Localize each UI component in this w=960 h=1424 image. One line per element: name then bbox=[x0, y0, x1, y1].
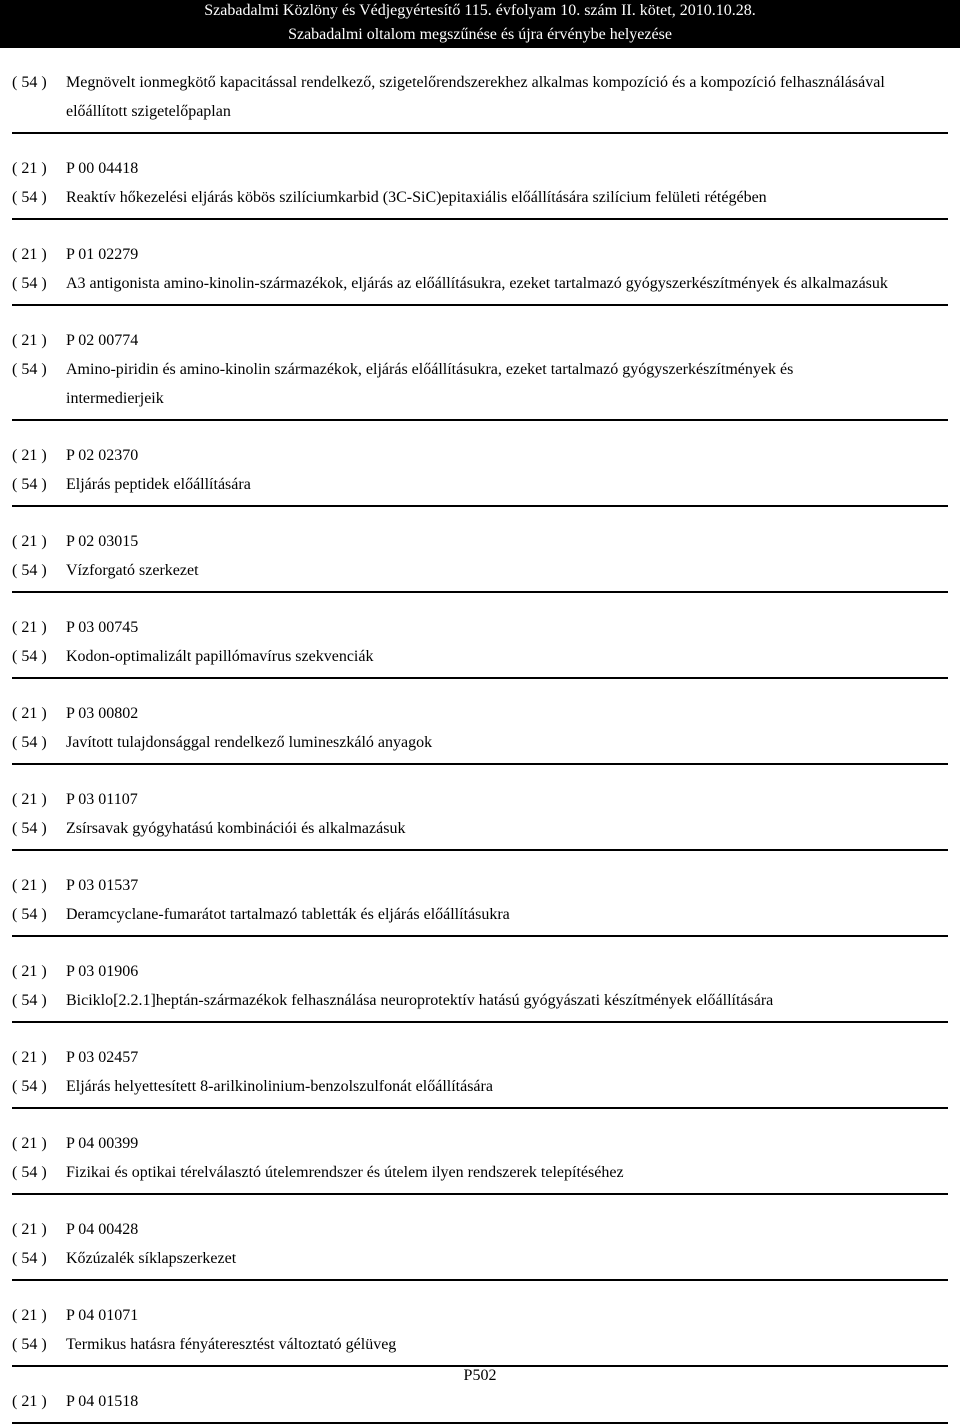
inid-code: ( 54 ) bbox=[12, 734, 47, 751]
invention-title: Deramcyclane-fumarátot tartalmazó tabletták és eljárás előállításukra bbox=[66, 906, 510, 923]
inid-code: ( 21 ) bbox=[12, 332, 47, 349]
entry-row bbox=[12, 1387, 948, 1416]
application-number: P 04 00428 bbox=[66, 1221, 139, 1238]
invention-title: Eljárás peptidek előállítására bbox=[66, 476, 251, 493]
page-number: P502 bbox=[463, 1367, 497, 1384]
entry-row bbox=[12, 900, 948, 929]
patent-entry bbox=[12, 765, 948, 851]
journal-title: Szabadalmi Közlöny és Védjegyértesítő 115. évfolyam 10. szám II. kötet, 2010.10.28. bbox=[204, 2, 756, 19]
invention-title: Amino-piridin és amino-kinolin származékok, eljárás előállításukra, ezeket tartalmazó gyógyszerkészítmények és intermedierjeik bbox=[66, 361, 794, 407]
entry-row bbox=[12, 527, 948, 556]
inid-code: ( 54 ) bbox=[12, 1078, 47, 1095]
entry-row bbox=[12, 269, 948, 298]
inid-code: ( 21 ) bbox=[12, 1135, 47, 1152]
invention-title: A3 antigonista amino-kinolin-származékok, eljárás az előállításukra, ezeket tartalmazó gyógyszerkészítmények és alkalmazásuk bbox=[66, 275, 888, 292]
entry-row bbox=[12, 1330, 948, 1359]
inid-code: ( 21 ) bbox=[12, 1049, 47, 1066]
page-header bbox=[0, 0, 960, 48]
patent-entry bbox=[12, 220, 948, 306]
application-number: P 03 01107 bbox=[66, 791, 138, 808]
patent-entry bbox=[12, 48, 948, 134]
inid-code: ( 54 ) bbox=[12, 992, 47, 1009]
inid-code: ( 21 ) bbox=[12, 447, 47, 464]
inid-code: ( 54 ) bbox=[12, 189, 47, 206]
inid-code: ( 21 ) bbox=[12, 1307, 47, 1324]
entry-row bbox=[12, 785, 948, 814]
inid-code: ( 54 ) bbox=[12, 562, 47, 579]
entry-row bbox=[12, 68, 948, 126]
entry-row bbox=[12, 957, 948, 986]
inid-code: ( 54 ) bbox=[12, 648, 47, 665]
patent-entry bbox=[12, 1195, 948, 1281]
invention-title: Megnövelt ionmegkötő kapacitással rendelkező, szigetelőrendszerekhez alkalmas kompozíció és a kompozíció felhasználásával előállított szigetelőpaplan bbox=[66, 74, 885, 120]
patent-entry bbox=[12, 421, 948, 507]
entry-row bbox=[12, 183, 948, 212]
invention-title: Termikus hatásra fényáteresztést változtató gélüveg bbox=[66, 1336, 397, 1353]
entry-row bbox=[12, 613, 948, 642]
application-number: P 03 00745 bbox=[66, 619, 139, 636]
application-number: P 04 01518 bbox=[66, 1393, 139, 1410]
inid-code: ( 21 ) bbox=[12, 963, 47, 980]
inid-code: ( 54 ) bbox=[12, 1250, 47, 1267]
entry-row bbox=[12, 1129, 948, 1158]
application-number: P 00 04418 bbox=[66, 160, 139, 177]
inid-code: ( 54 ) bbox=[12, 1336, 47, 1353]
entry-row bbox=[12, 642, 948, 671]
entry-row bbox=[12, 986, 948, 1015]
invention-title: Kodon-optimalizált papillómavírus szekvenciák bbox=[66, 648, 374, 665]
patent-entry bbox=[12, 1109, 948, 1195]
application-number: P 02 02370 bbox=[66, 447, 139, 464]
invention-title: Reaktív hőkezelési eljárás köbös szilíciumkarbid (3C-SiC)epitaxiális előállítására szilícium felületi rétégében bbox=[66, 189, 767, 206]
inid-code: ( 21 ) bbox=[12, 533, 47, 550]
entry-row bbox=[12, 1072, 948, 1101]
inid-code: ( 21 ) bbox=[12, 160, 47, 177]
entry-row bbox=[12, 1158, 948, 1187]
entry-row bbox=[12, 1244, 948, 1273]
application-number: P 02 00774 bbox=[66, 332, 139, 349]
entry-row bbox=[12, 871, 948, 900]
inid-code: ( 54 ) bbox=[12, 1164, 47, 1181]
invention-title: Vízforgató szerkezet bbox=[66, 562, 199, 579]
application-number: P 04 00399 bbox=[66, 1135, 139, 1152]
inid-code: ( 54 ) bbox=[12, 275, 47, 292]
invention-title: Javított tulajdonsággal rendelkező lumineszkáló anyagok bbox=[66, 734, 433, 751]
inid-code: ( 54 ) bbox=[12, 906, 47, 923]
inid-code: ( 21 ) bbox=[12, 1393, 47, 1410]
application-number: P 03 01537 bbox=[66, 877, 139, 894]
patent-entry bbox=[12, 937, 948, 1023]
invention-title: Eljárás helyettesített 8-arilkinolinium-benzolszulfonát előállítására bbox=[66, 1078, 493, 1095]
patent-entry bbox=[12, 1023, 948, 1109]
entry-row bbox=[12, 441, 948, 470]
entry-row bbox=[12, 470, 948, 499]
entry-row bbox=[12, 728, 948, 757]
application-number: P 03 02457 bbox=[66, 1049, 139, 1066]
entry-row bbox=[12, 556, 948, 585]
entry-row bbox=[12, 1043, 948, 1072]
inid-code: ( 54 ) bbox=[12, 361, 47, 378]
entry-row bbox=[12, 814, 948, 843]
invention-title: Biciklo[2.2.1]heptán-származékok felhasználása neuroprotektív hatású gyógyászati készítmények előállítására bbox=[66, 992, 774, 1009]
application-number: P 03 00802 bbox=[66, 705, 139, 722]
inid-code: ( 54 ) bbox=[12, 74, 47, 91]
inid-code: ( 21 ) bbox=[12, 791, 47, 808]
patent-entry bbox=[12, 593, 948, 679]
entry-row bbox=[12, 1215, 948, 1244]
entry-row bbox=[12, 154, 948, 183]
patent-entry bbox=[12, 851, 948, 937]
inid-code: ( 21 ) bbox=[12, 1221, 47, 1238]
inid-code: ( 21 ) bbox=[12, 877, 47, 894]
application-number: P 04 01071 bbox=[66, 1307, 139, 1324]
application-number: P 02 03015 bbox=[66, 533, 139, 550]
application-number: P 03 01906 bbox=[66, 963, 139, 980]
inid-code: ( 21 ) bbox=[12, 619, 47, 636]
patent-entry bbox=[12, 679, 948, 765]
entry-row bbox=[12, 240, 948, 269]
patent-entry bbox=[12, 1281, 948, 1367]
application-number: P 01 02279 bbox=[66, 246, 139, 263]
entry-row bbox=[12, 1301, 948, 1330]
inid-code: ( 21 ) bbox=[12, 246, 47, 263]
patent-entry bbox=[12, 134, 948, 220]
patent-entry bbox=[12, 507, 948, 593]
patent-entry bbox=[12, 306, 948, 421]
patent-entry-list bbox=[0, 48, 960, 1424]
inid-code: ( 54 ) bbox=[12, 820, 47, 837]
invention-title: Fizikai és optikai térelválasztó útelemrendszer és útelem ilyen rendszerek telepítéséhez bbox=[66, 1164, 624, 1181]
inid-code: ( 54 ) bbox=[12, 476, 47, 493]
inid-code: ( 21 ) bbox=[12, 705, 47, 722]
entry-row bbox=[12, 355, 948, 413]
entry-row bbox=[12, 326, 948, 355]
entry-row bbox=[12, 699, 948, 728]
invention-title: Zsírsavak gyógyhatású kombinációi és alkalmazásuk bbox=[66, 820, 406, 837]
section-title: Szabadalmi oltalom megszűnése és újra érvénybe helyezése bbox=[288, 26, 672, 43]
invention-title: Kőzúzalék síklapszerkezet bbox=[66, 1250, 237, 1267]
